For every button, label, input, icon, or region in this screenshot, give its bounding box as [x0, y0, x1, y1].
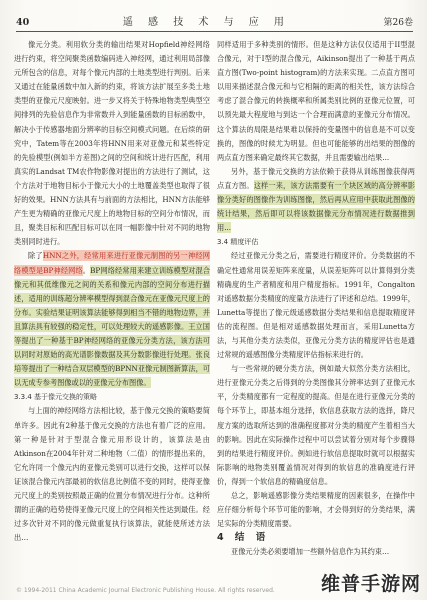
- right-column: [217, 38, 415, 576]
- right-paragraph-1: 同样适用于多种类别的情形。但是这种方法仅仅适用于II型混合像元，对于I型的混合像元，Aikinson提出了一种基于两点直方图(Two-point histogram)的方法来实现。二点直方图可以用来描述混合像元和与它相隔的距离的相关性，该方法综合考虑了混合像元的转换概率和所属类别比例的亚像元位置，可以预先最大程度地与到达一个合理而满意的亚像元分布情况。这个算法的局限是结果难以保持的变量图中的信息是不可以变换的，图像的时候尤为明显。但也可能能够的出结果的图像的两点直方图来确定最终其它数据，并且需要输出结果...: [217, 40, 415, 162]
- right-paragraph-6: 亚像元分类必须要增加一些额外信息作为其约束…: [231, 547, 390, 557]
- copyright-footer: © 1994-2011 China Academic Journal Electronic Publishing House. All rights reserved.: [16, 587, 275, 594]
- section-heading-3-4: 3.4 精度评估: [217, 238, 259, 247]
- journal-title: 遥 感 技 术 与 应 用: [122, 17, 290, 28]
- highlight-green-training-image: 这样一来，该方法需要有一个块区域的高分辨率影像分类好的图像作为训练图像，然后再从应用中获取此图像的统计结果，然后即可以将该数据像元分布情况进行数据推到用...: [217, 180, 415, 233]
- site-watermark: 维普手游网: [320, 573, 421, 595]
- highlight-green-bp-network: BP网络经常用来建立训练模型对混合像元和其低维像元之间的关系和像元内部的空间分布进行描述，适用的训练超分辨率模型得到混合像元在亚像元尺度上的分布。实验结果证明该算法能够得到相当不错的地物边界，并且算法具有较强的稳定性，可以处理较大的遥感影像。王立国等提出了一种基于BP神经网络的亚像元分类方法，该方法可以同时对原始的高光谱影像数据及其分数影像进行处理。张良培等: [14, 265, 210, 374]
- right-paragraph-2-start: 另外，基于像元交换的方法依赖于获得从训练图像获得两点直方图。: [217, 166, 415, 190]
- right-paragraph-2: [217, 165, 415, 235]
- volume-label: 第26卷: [383, 18, 413, 28]
- page-number: 40: [16, 17, 30, 28]
- left-paragraph-2-mid: 。: [82, 265, 91, 275]
- section-heading-4: 4 结 语: [217, 532, 270, 544]
- left-paragraph-2-start: 除了: [28, 251, 43, 261]
- highlight-red-hnn-bp: HNN之外，经常用来进行亚像元制图的另一神经网络模型是BP神经网络: [14, 251, 210, 275]
- right-paragraph-4: 与一些常规的硬分类方法，例如最大似然分类方法相比，进行亚像元分类之后得到的分类图像其分辨率达到了亚像元水平，分类精度都有一定程度的提高。但是在进行亚像元分类的每个环节上，即基本组分选择，软信息获取方法的选择，降尺度方案的选取所达到的准确程度都对分类的精度产生着相当大的影响。因此在实际操作过程中可以尝试着分别对每个步骤得到的结果进行精度评价。例如进行软信息提取时就可以根据实际影响的地物类别覆盖情况对得到的软信息的准确度进行评价，得到一个软信息的精确度信息。: [217, 364, 415, 486]
- left-paragraph-1: 像元分类。利用软分类的输出结果对Hopfield神经网络进行约束，将空间聚类函数编码进入神经网，通过利用局部像元所包含的信息，对每个像元内部的土地类型进行判别。后来又通过在能量函数中加入新的约束，将该方法扩展至多类土地类型的亚像元尺度映射。进一步又将关于特殊地物类型典型空间排列的先验信息作为非常数并入到能量函数的目标函数中，解决小于传感器地面分辨率的目标空间模式问题。在后续的研究中，Tatem等在2003年将HNN用来对亚像元和某些特定的先验模型(例如半方差图)之间的空间和统计进行匹配，利用真实的Landsat TM农作物影像对提出的方法进行了测试，这个方法对于地物目标小于像元大小的土地覆盖类型也取得了很好的效果。HNN方法具有与前面的方法相比，HNN方法能够产生更为精确的亚像元尺度上的地物目标的空间分布情况，而且，聚类目标和匹配目标可以在同一幅影像中针对不同的地物类别同时进行。: [14, 40, 210, 247]
- right-paragraph-5: 总之，影响遥感影像分类结果精度的因素很多，在操作中应仔细分析每个环节可能的影响，才会得到好的分类结果，满足实际的分类精度需要。: [217, 491, 415, 529]
- right-paragraph-3: 经过亚像元分类之后，需要进行精度评价。分类数据的不确定性通常用误差矩阵来度量，从误差矩阵可以计算得到分类精确度的生产者精度和用户精度指标。1991年，Congalton对遥感数据分类精度的度量方法进行了评述和总结。1999年，Lunetta等提出了像元级遥感数据分类结果和信息提取精度评估的流程图。但是相对遥感数据处理而言，采用Lunetta方法，与其他分类方法类似，亚像元分类方法的精度评估也是通过常规的遥感图像分类精度评估指标来进行的。: [217, 251, 415, 360]
- left-paragraph-2: [14, 249, 210, 390]
- highlight-green-bpnn-tail: 提出了一种结合双层模型的BPNN亚像元制图新算法，可以无成专参考图像或以的亚像元分布图像。: [14, 364, 210, 388]
- left-column: [14, 38, 210, 576]
- left-paragraph-3: 与上面的神经网络方法相比较，基于像元交换的策略要简单许多。因此有2种基于像元交换的方法也有着广泛的应用。第一种是针对于型混合像元用形设计的，该算法是由Atkinson在2004年针对二种地物（二值）的情形提出来的，它允许同一个像元内的亚像元类别可以进行交换，这样可以保证该混合像元内部最初的软信息比例值不变的同时，使得亚像元尺度上的类别按照最正确的位置分布情况进行分布。这种所谓的正确的趋势使得亚像元尺度上的空间相关性达到最佳。经过多次针对不同的像元做重复执行该算法，就能使所述方法出…: [14, 406, 210, 543]
- page-header: [16, 10, 413, 32]
- subsection-heading-3-3-4: 3.3.4 基于像元交换的策略: [14, 393, 98, 402]
